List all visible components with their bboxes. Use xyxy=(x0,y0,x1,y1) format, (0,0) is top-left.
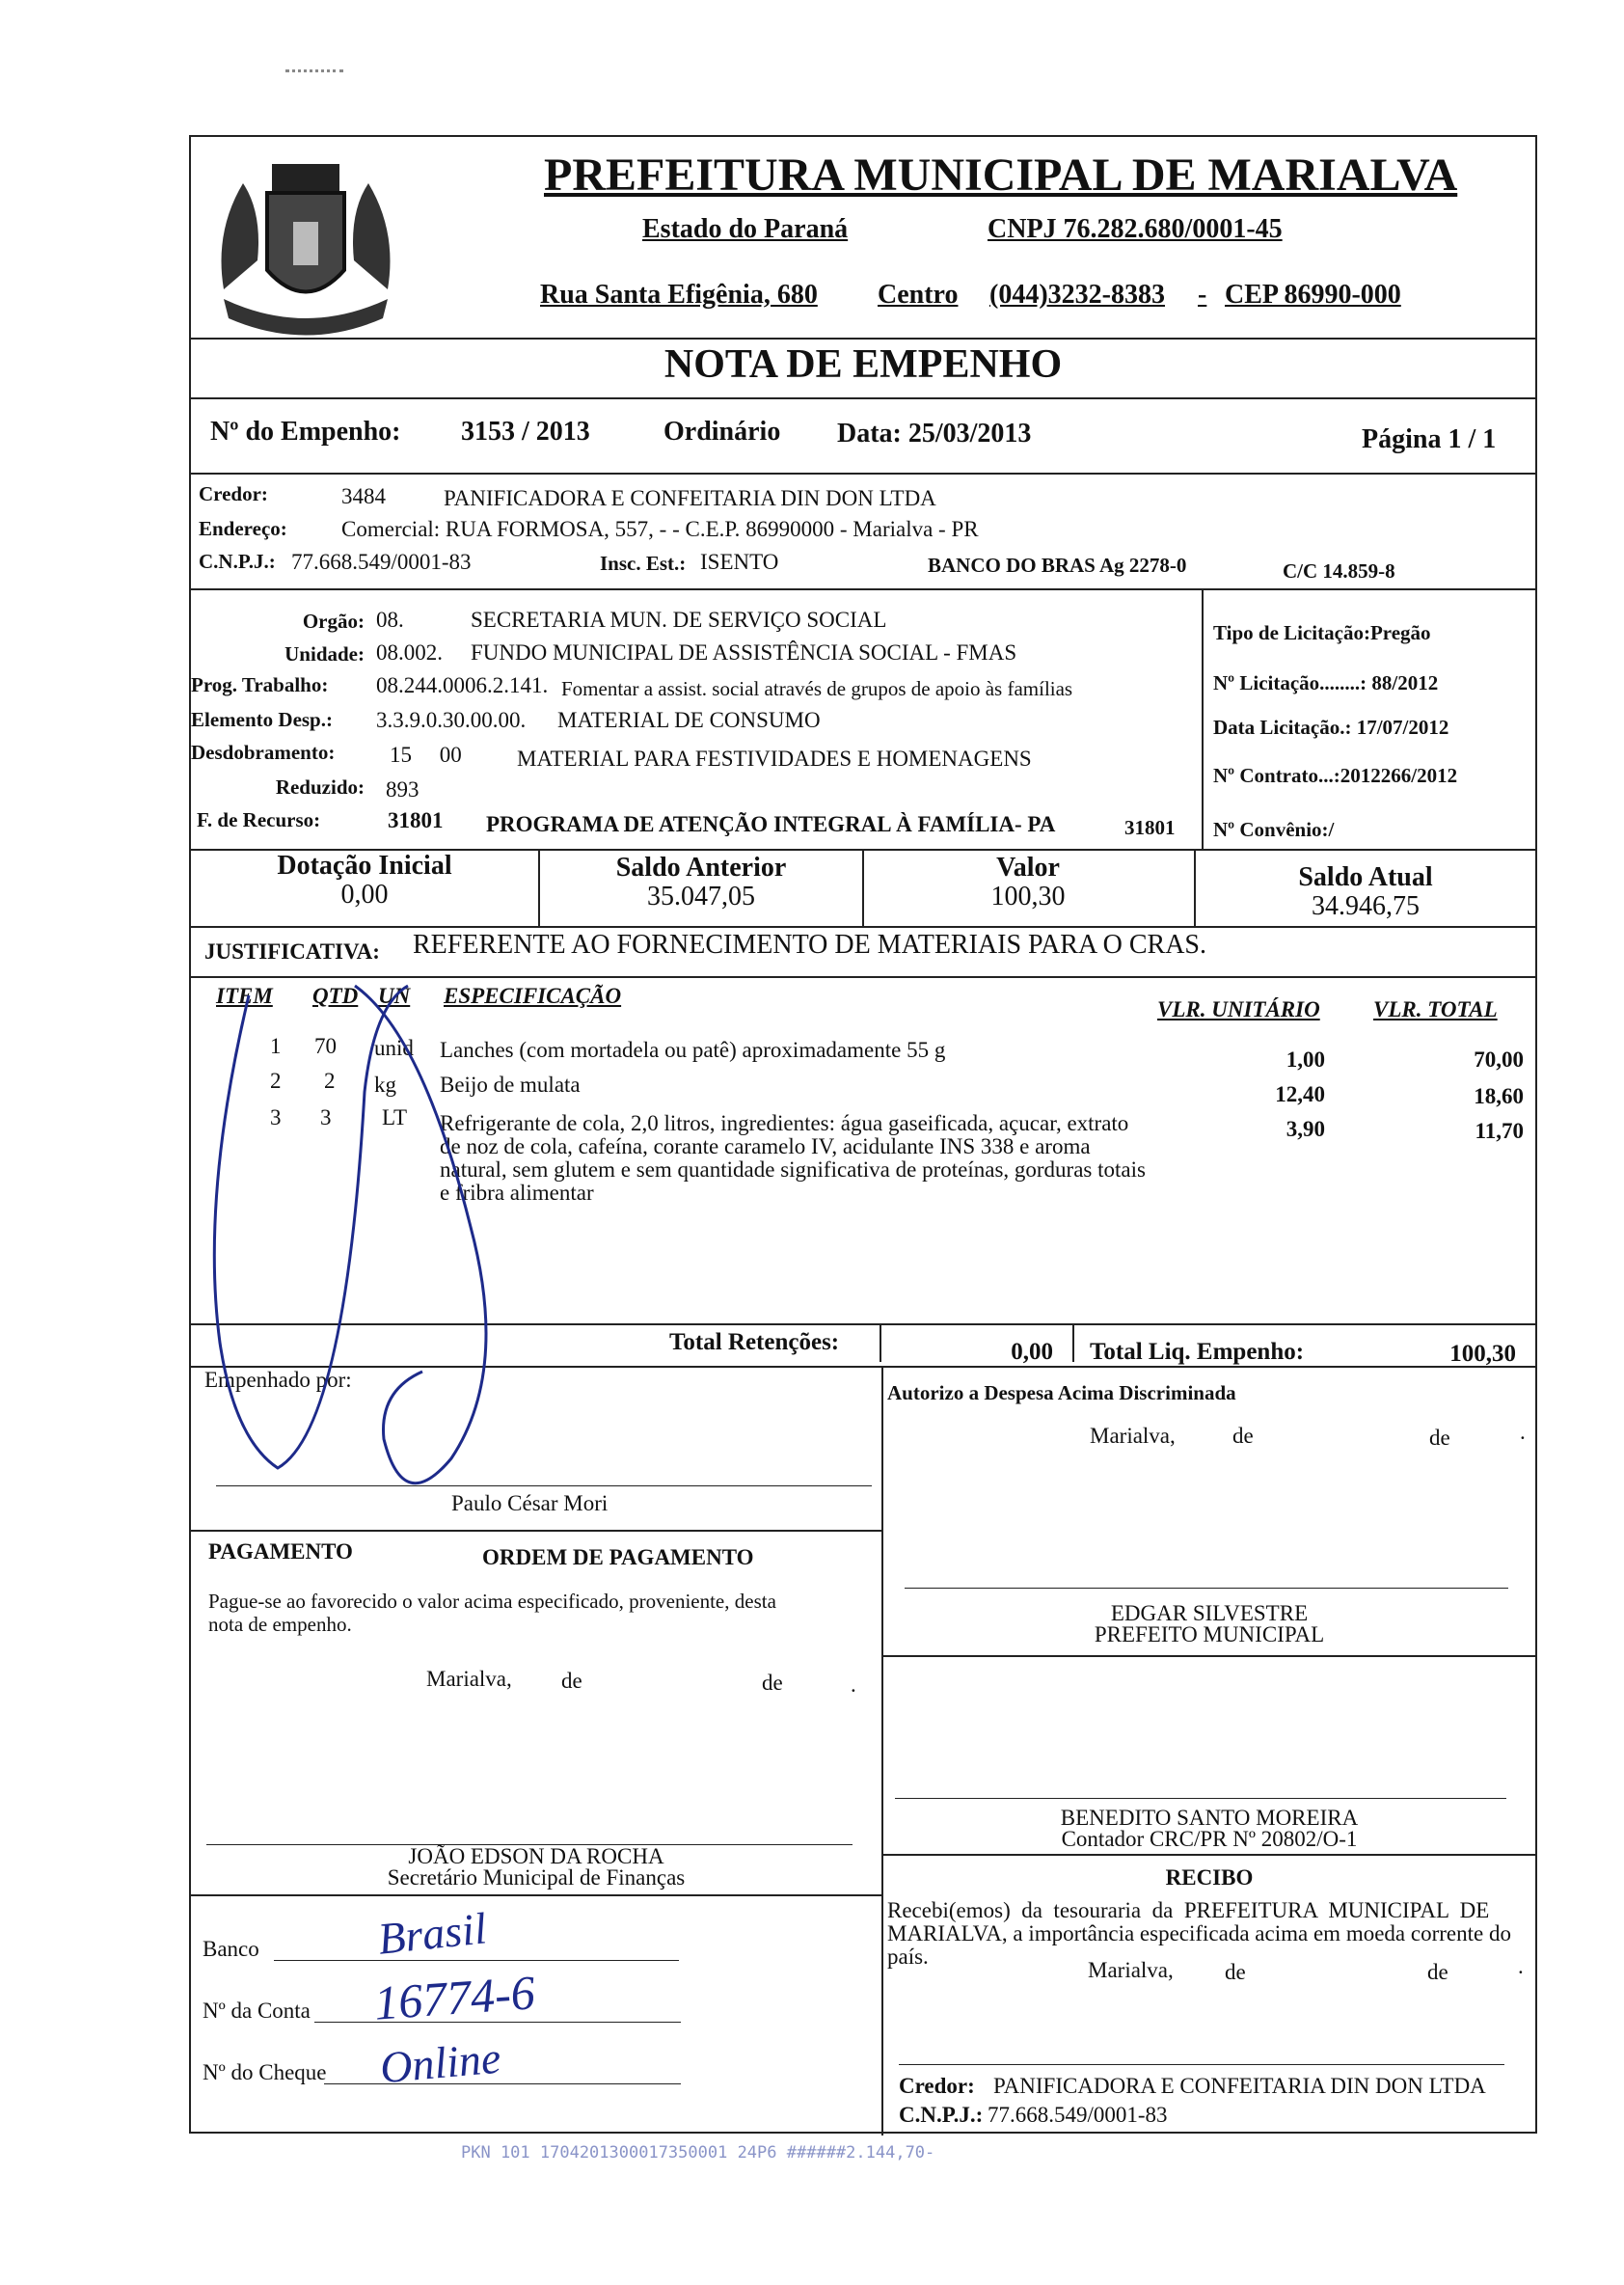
recurso-name: PROGRAMA DE ATENÇÃO INTEGRAL À FAMÍLIA- PA xyxy=(486,812,1056,836)
credor-address: Comercial: RUA FORMOSA, 557, - - C.E.P. 86990000 - Marialva - PR xyxy=(341,517,979,541)
secretario-role: Secretário Municipal de Finanças xyxy=(387,1865,686,1890)
reduzido-code: 893 xyxy=(386,777,420,802)
secretario-name: JOÃO EDSON DA ROCHA xyxy=(408,1844,664,1868)
insc-value: ISENTO xyxy=(700,550,779,574)
footer-credor-name: PANIFICADORA E CONFEITARIA DIN DON LTDA xyxy=(993,2074,1486,2098)
unidade-code: 08.002. xyxy=(376,640,443,665)
reduzido-label: Reduzido: xyxy=(275,775,365,799)
saldo-atual-label: Saldo Atual xyxy=(1298,862,1433,892)
banco-label: Banco xyxy=(203,1937,259,1961)
footer-cnpj: 77.668.549/0001-83 xyxy=(988,2103,1168,2127)
prefeitura-title: PREFEITURA MUNICIPAL DE MARIALVA xyxy=(544,150,1458,201)
prefeito-role: PREFEITO MUNICIPAL xyxy=(1094,1622,1325,1646)
cnpj-label: C.N.P.J.: xyxy=(199,550,276,573)
pagamento-dot: . xyxy=(851,1673,856,1697)
desdobramento-name: MATERIAL PARA FESTIVIDADES E HOMENAGENS xyxy=(517,747,1032,771)
recibo-dot: . xyxy=(1518,1954,1524,1978)
justificativa-text: REFERENTE AO FORNECIMENTO DE MATERIAIS PARA O CRAS. xyxy=(413,930,1206,960)
recurso-code: 31801 xyxy=(388,808,444,832)
dotacao-label: Dotação Inicial xyxy=(277,851,452,881)
autorizo-city: Marialva, xyxy=(1090,1424,1176,1448)
insc-label: Insc. Est.: xyxy=(600,552,687,575)
orgao-label: Orgão: xyxy=(302,610,365,633)
numero-licitacao: Nº Licitação........: 88/2012 xyxy=(1213,671,1439,694)
recurso-code-2: 31801 xyxy=(1124,816,1176,839)
header-district: Centro xyxy=(878,280,959,310)
contador-name: BENEDITO SANTO MOREIRA xyxy=(1060,1806,1359,1830)
autorizo-label: Autorizo a Despesa Acima Discriminada xyxy=(887,1381,1236,1404)
state-name: Estado do Paraná xyxy=(642,214,849,244)
prog-label: Prog. Trabalho: xyxy=(191,673,329,696)
justificativa-label: JUSTIFICATIVA: xyxy=(204,939,380,964)
recibo-label: RECIBO xyxy=(1165,1865,1254,1890)
empenho-type: Ordinário xyxy=(663,417,781,447)
unidade-name: FUNDO MUNICIPAL DE ASSISTÊNCIA SOCIAL - FMAS xyxy=(471,640,1017,665)
prog-code: 08.244.0006.2.141. xyxy=(376,673,549,697)
col-spec: ESPECIFICAÇÃO xyxy=(444,984,622,1008)
autorizo-dot: . xyxy=(1520,1420,1526,1444)
prog-name: Fomentar a assist. social através de grupos de apoio às famílias xyxy=(561,677,1073,700)
empenhado-label: Empenhado por: xyxy=(204,1368,352,1392)
desdobramento-code: 15 00 xyxy=(390,743,462,767)
empenhado-name: Paulo César Mori xyxy=(451,1491,609,1515)
dotacao-value: 0,00 xyxy=(340,880,389,910)
valor-label: Valor xyxy=(996,853,1060,883)
empenho-number: 3153 / 2013 xyxy=(461,417,590,447)
elemento-code: 3.3.9.0.30.00.00. xyxy=(376,708,527,732)
scan-mark xyxy=(285,69,343,82)
credor-label: Credor: xyxy=(199,482,268,505)
pagamento-de1: de xyxy=(561,1669,582,1693)
ordem-pagamento-label: ORDEM DE PAGAMENTO xyxy=(482,1545,754,1569)
total-retencoes-label: Total Retenções: xyxy=(669,1329,840,1355)
processing-stamp: PKN 101 1704201300017350001 24P6 ######2.144,70- xyxy=(461,2143,935,2163)
autorizo-de1: de xyxy=(1232,1424,1254,1448)
total-liquido-value: 100,30 xyxy=(1449,1341,1516,1367)
document-title: NOTA DE EMPENHO xyxy=(663,342,1063,387)
address-label: Endereço: xyxy=(199,517,287,540)
total-retencoes-value: 0,00 xyxy=(1011,1339,1053,1365)
cheque-handwritten: Online xyxy=(378,2032,503,2093)
empenho-form: PREFEITURA MUNICIPAL DE MARIALVA Estado do Paraná CNPJ 76.282.680/0001-45 Rua Santa Efigênia, 680 Centro (044)3232-8383 - CEP 86990-000 NOTA DE EMPENHO Nº do Empenho: 3153 / 2013 Ordinário Data: 25/03/2013 Página 1 / 1 Credor: 3484 PANIFICADORA E CONFEITARIA DIN DON LTDA Endereço: Comercial: RUA FORMOSA, 557, - - C.E.P. 86990000 - Marialva - PR C.N.P.J.: 77.668.549/0001-83 Insc. Est.: ISENTO BANCO DO BRAS Ag 2278-0 C/C 14.859-8 Orgão: 08. SECRETARIA MUN. DE SERVIÇO SOCIAL Unidade: 08.002. FUNDO MUNICIPAL DE ASSISTÊNCIA SOCIAL - FMAS Prog. Trabalho: 08.244.0006.2.141. Fomentar a assist. social através de grupos de apoio às famílias Elemento Desp.: 3.3.9.0.30.00.00. MATERIAL DE CONSUMO Desdobramento: 15 00 MATERIAL PARA FESTIVIDADES E HOMENAGENS Reduzido: 893 F. de Recurso: 31801 PROGRAMA DE ATENÇÃO INTEGRAL À FAMÍLIA- PA 31801 Tipo de Licitação:Pregão Nº Licitação........: 88/2012 Data Licitação.: 17/07/2012 Nº Contrato...:2012266/2012 Nº Convênio:/ Dotação Inicial 0,00 Saldo Anterior 35.047,05 Valor 100,30 Saldo Atual 34.946,75 JUSTIFICATIVA: REFERENTE AO FORNECIMENTO DE MATERIAIS PARA O CRAS. ITEM QTD UN ESPECIFICAÇÃO VLR. UNITÁRIO VLR. TOTAL 1 70 unid Lanches (com mortadela ou patê) aproximadamente 55 g 1,00 70,00 2 2 kg Beijo de mulata 12,40 18,60 3 3 LT Refrigerante de cola, 2,0 litros, ingredientes: água gaseificada, açucar, extrato de noz de cola, cafeína, corante caramelo IV, acidulante INS 338 e aroma natural, sem glutem e sem quantidade significativa de proteínas, gorduras totais e fribra alimentar 3,90 11,70 Total Retenções: 0,00 Total Liq. Empenho: 100,30 Empenhado por: Paulo César Mori Autorizo a Despesa Acima Discriminada Marialva, de de . PAGAMENTO ORDEM DE PAGAMENTO Pague-se ao favorecido o valor acima especificado, proveniente, desta nota de empenho. Marialva, de de . EDGAR SILVESTRE PREFEITO MUNICIPAL BENEDITO SANTO MOREIRA Contador CRC/PR Nº 20802/O-1 JOÃO EDSON DA ROCHA Secretário Municipal de Finanças RECIBO Recebi(emos) da tesouraria da PREFEITURA MUNICIPAL DE MARIALVA, a importância especificada acima em moeda corrente do país. Marialva, de de . Banco Brasil Nº da Conta 16774-6 Nº do Cheque Online Credor: PANIFICADORA E CONFEITARIA DIN DON LTDA C.N.P.J.: 77.668.549/0001-83 xyxy=(189,135,1537,2134)
recurso-label: F. de Recurso: xyxy=(197,808,321,831)
saldo-anterior-label: Saldo Anterior xyxy=(615,853,787,883)
numero-contrato: Nº Contrato...:2012266/2012 xyxy=(1213,764,1458,787)
recibo-city: Marialva, xyxy=(1088,1958,1174,1982)
recibo-de1: de xyxy=(1225,1960,1246,1984)
data-licitacao: Data Licitação.: 17/07/2012 xyxy=(1213,716,1449,739)
col-qtd: QTD xyxy=(312,984,359,1008)
elemento-name: MATERIAL DE CONSUMO xyxy=(557,708,821,732)
numero-convenio: Nº Convênio:/ xyxy=(1213,818,1335,841)
saldo-atual-value: 34.946,75 xyxy=(1312,891,1420,921)
footer-cnpj-label: C.N.P.J.: xyxy=(899,2103,984,2127)
col-total: VLR. TOTAL xyxy=(1373,997,1498,1021)
total-liquido-label: Total Liq. Empenho: xyxy=(1090,1339,1305,1365)
col-unit-price: VLR. UNITÁRIO xyxy=(1157,997,1320,1021)
autorizo-de2: de xyxy=(1429,1426,1450,1450)
orgao-name: SECRETARIA MUN. DE SERVIÇO SOCIAL xyxy=(471,608,887,632)
cheque-label: Nº do Cheque xyxy=(203,2060,327,2084)
elemento-label: Elemento Desp.: xyxy=(191,708,333,731)
col-un: UN xyxy=(378,984,411,1008)
recibo-de2: de xyxy=(1427,1960,1448,1984)
credor-name: PANIFICADORA E CONFEITARIA DIN DON LTDA xyxy=(444,486,936,510)
credor-cnpj: 77.668.549/0001-83 xyxy=(291,550,472,574)
header-address: Rua Santa Efigênia, 680 xyxy=(540,280,818,310)
prefeito-name: EDGAR SILVESTRE xyxy=(1110,1601,1309,1625)
pagamento-label: PAGAMENTO xyxy=(208,1539,353,1564)
valor-value: 100,30 xyxy=(990,882,1066,911)
footer-credor-label: Credor: xyxy=(899,2074,975,2098)
header-phone: (044)3232-8383 xyxy=(989,280,1165,310)
pagamento-text-1: Pague-se ao favorecido o valor acima especificado, proveniente, desta xyxy=(208,1590,776,1613)
conta-label: Nº da Conta xyxy=(203,1999,311,2023)
recibo-line-2: MARIALVA, a importância especificada acima em moeda corrente do xyxy=(887,1921,1511,1945)
pagamento-de2: de xyxy=(762,1671,783,1695)
saldo-anterior-value: 35.047,05 xyxy=(647,882,755,911)
pagamento-city: Marialva, xyxy=(426,1667,512,1691)
recibo-line-1: Recebi(emos) da tesouraria da PREFEITURA MUNICIPAL DE xyxy=(887,1898,1490,1922)
desdobramento-label: Desdobramento: xyxy=(191,741,336,764)
banco-handwritten: Brasil xyxy=(375,1903,489,1964)
orgao-code: 08. xyxy=(376,608,404,632)
unidade-label: Unidade: xyxy=(284,642,365,666)
conta-handwritten: 16774-6 xyxy=(372,1965,537,2030)
bank-info: BANCO DO BRAS Ag 2278-0 xyxy=(928,554,1187,577)
cc-info: C/C 14.859-8 xyxy=(1283,559,1395,583)
col-item: ITEM xyxy=(216,984,273,1008)
coat-of-arms-logo xyxy=(204,145,407,338)
tipo-licitacao: Tipo de Licitação:Pregão xyxy=(1213,621,1431,644)
header-cep: CEP 86990-000 xyxy=(1225,280,1401,310)
empenho-date: Data: 25/03/2013 xyxy=(837,419,1032,449)
contador-role: Contador CRC/PR Nº 20802/O-1 xyxy=(1061,1827,1358,1851)
recibo-line-3: país. xyxy=(887,1945,929,1969)
page-number: Página 1 / 1 xyxy=(1362,424,1497,454)
empenho-label: Nº do Empenho: xyxy=(210,417,401,447)
credor-code: 3484 xyxy=(341,484,386,508)
header-cnpj: CNPJ 76.282.680/0001-45 xyxy=(988,214,1283,244)
pagamento-text-2: nota de empenho. xyxy=(208,1613,352,1636)
header-dash: - xyxy=(1198,280,1207,310)
